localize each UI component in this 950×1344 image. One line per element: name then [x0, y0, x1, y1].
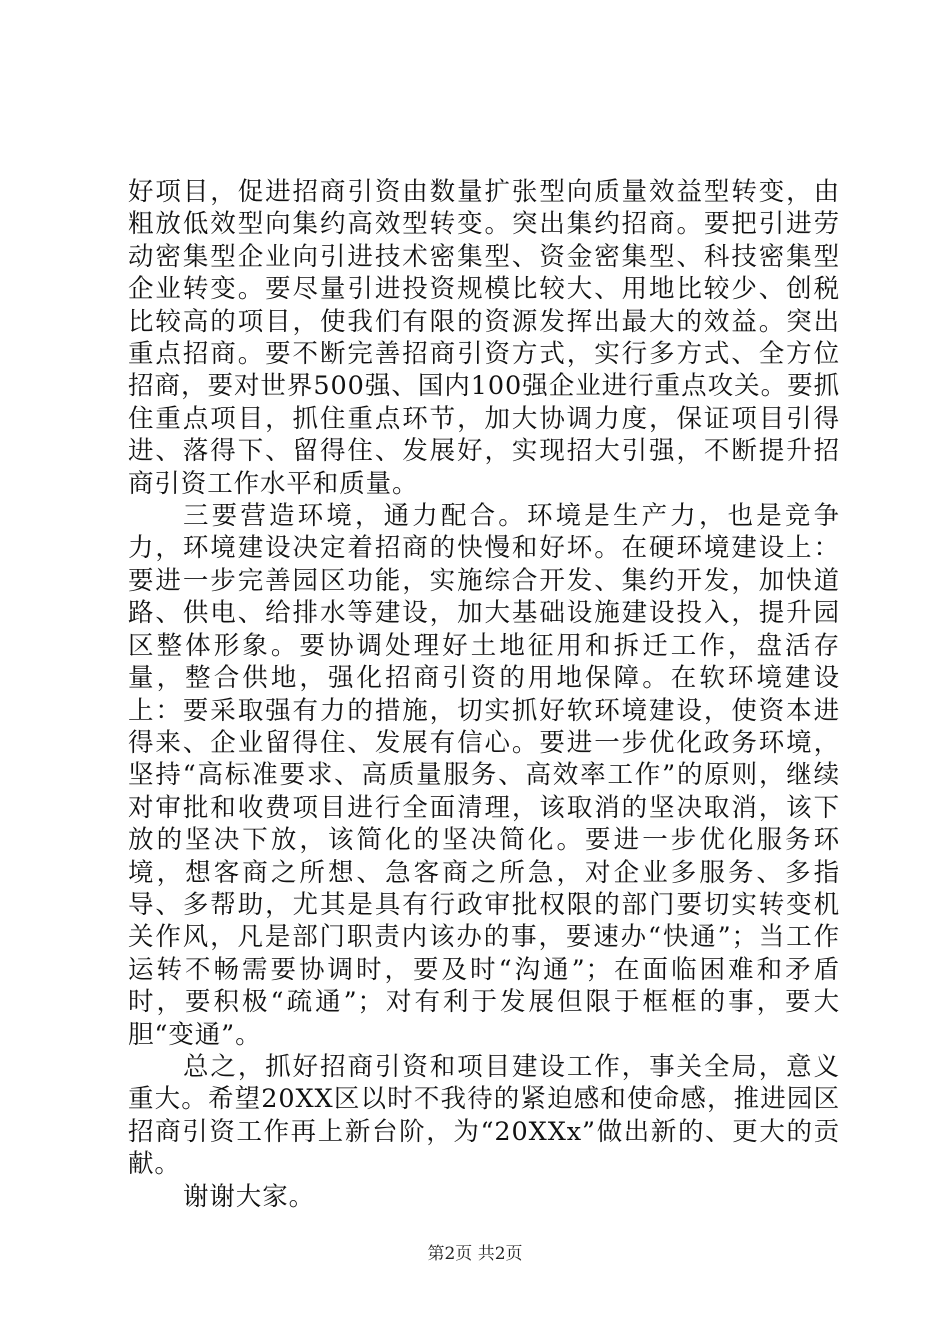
page-number-footer: 第2页 共2页 [427, 1244, 523, 1264]
paragraph-continuation: 好项目，促进招商引资由数量扩张型向质量效益型转变，由粗放低效型向集约高效型转变。突出集约招商。要把引进劳动密集型企业向引进技术密集型、资金密集型、科技密集型企业转变。要尽量引进投资规模比较大、用地比较少、创税比较高的项目，使我们有限的资源发挥出最大的效益。突出重点招商。要不断完善招商引资方式，实行多方式、全方位招商，要对世界500强、国内100强企业进行重点攻关。要抓住重点项目，抓住重点环节，加大协调力度，保证项目引得进、落得下、留得住、发展好，实现招大引强，不断提升招商引资工作水平和质量。 [128, 177, 840, 499]
paragraph-thanks: 谢谢大家。 [183, 1181, 316, 1212]
paragraph-conclusion: 总之，抓好招商引资和项目建设工作，事关全局，意义重大。希望20XX区以时不我待的紧迫感和使命感，推进园区招商引资工作再上新台阶，为“20XXx”做出新的、更大的贡献。 [128, 1051, 840, 1180]
paragraph-environment: 三要营造环境，通力配合。环境是生产力，也是竞争力，环境建设决定着招商的快慢和好坏。在硬环境建设上：要进一步完善园区功能，实施综合开发、集约开发，加快道路、供电、给排水等建设，加大基础设施建设投入，提升园区整体形象。要协调处理好土地征用和拆迁工作，盘活存量，整合供地，强化招商引资的用地保障。在软环境建设上：要采取强有力的措施，切实抓好软环境建设，使资本进得来、企业留得住、发展有信心。要进一步优化政务环境，坚持“高标准要求、高质量服务、高效率工作”的原则，继续对审批和收费项目进行全面清理，该取消的坚决取消，该下放的坚决下放，该简化的坚决简化。要进一步优化服务环境，想客商之所想、急客商之所急，对企业多服务、多指导、多帮助，尤其是具有行政审批权限的部门要切实转变机关作风，凡是部门职责内该办的事，要速办“快通”；当工作运转不畅需要协调时，要及时“沟通”；在面临困难和矛盾时，要积极“疏通”；对有利于发展但限于框框的事，要大胆“变通”。 [128, 501, 840, 1050]
document-body [128, 176, 840, 1213]
